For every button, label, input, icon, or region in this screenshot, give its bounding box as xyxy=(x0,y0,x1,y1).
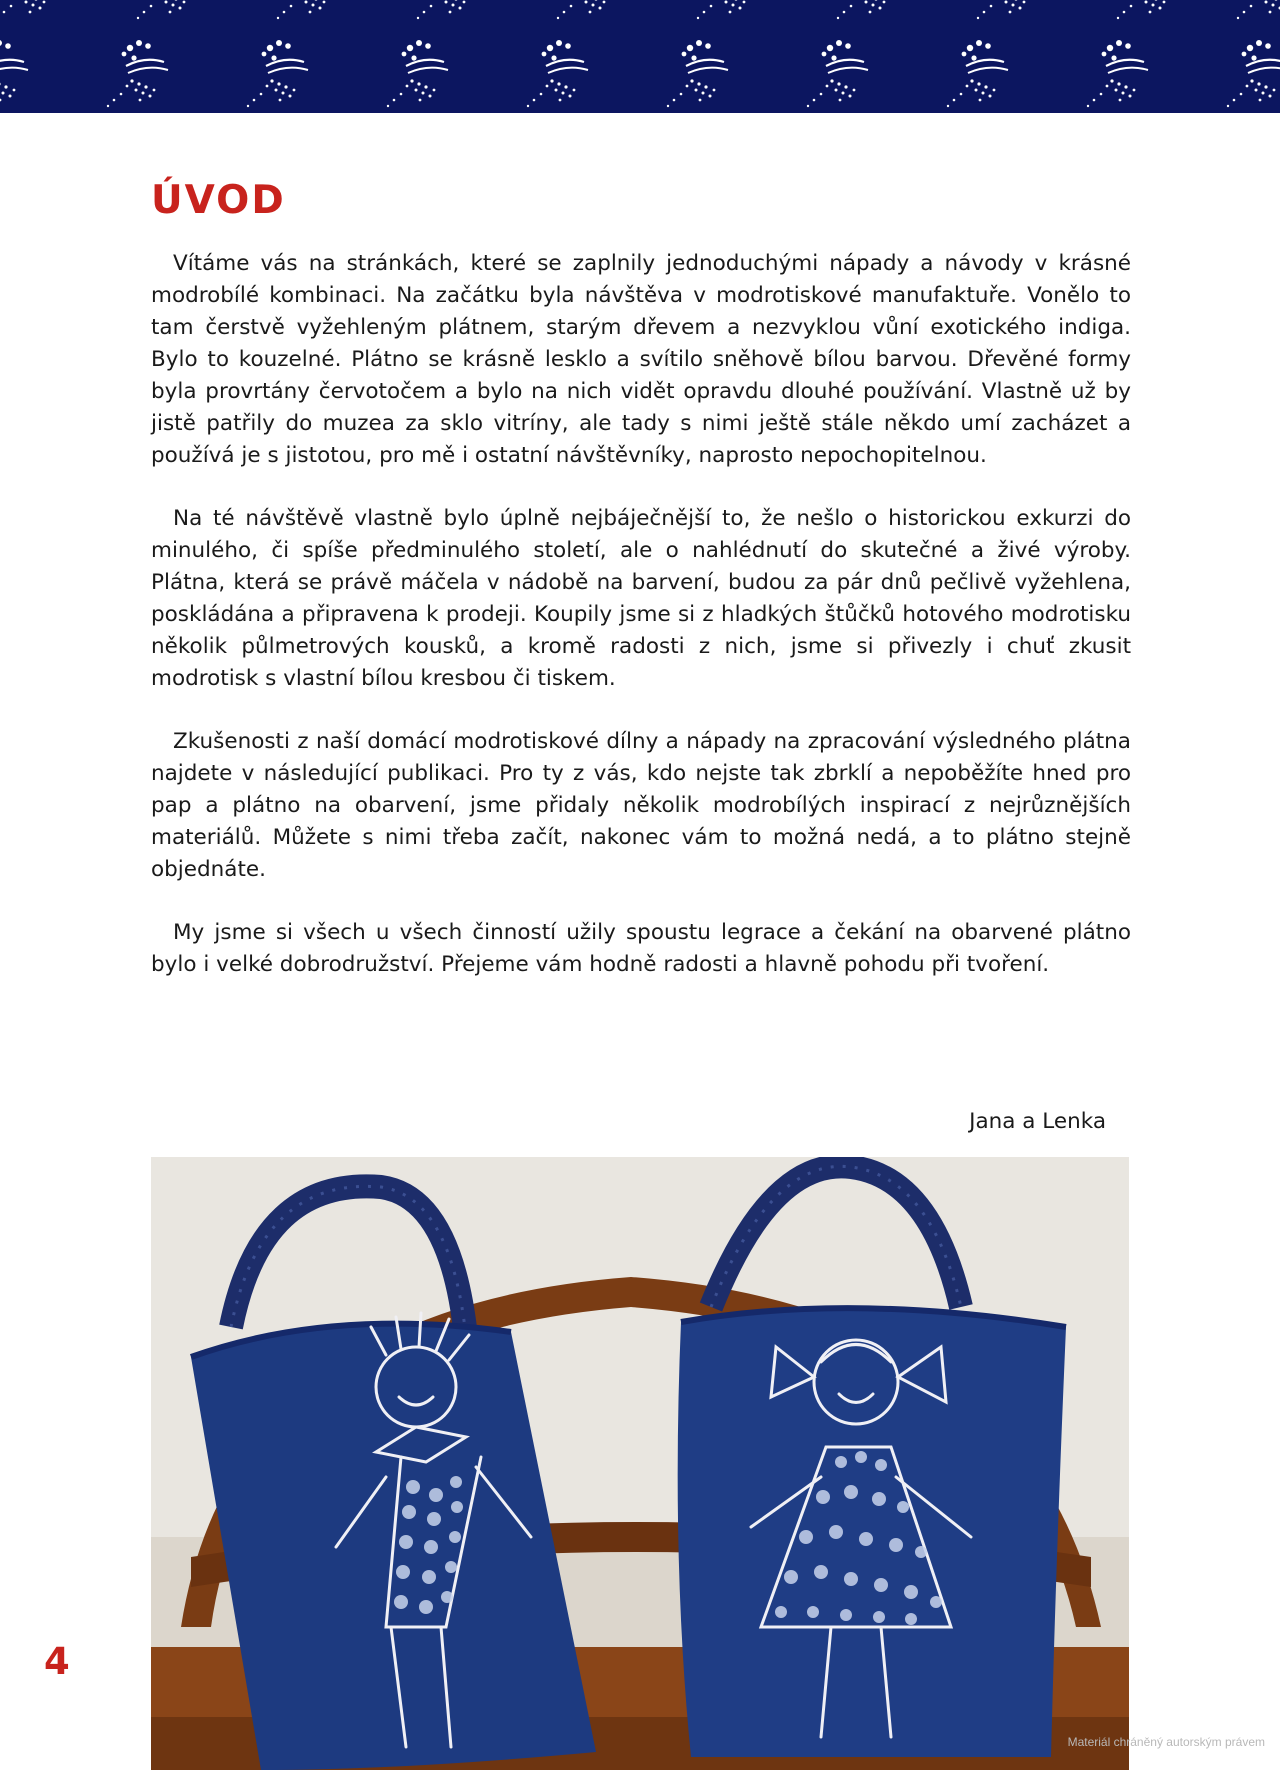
two-indigo-tote-bags-photo xyxy=(151,1157,1129,1770)
tote-bags-photo xyxy=(151,1157,1129,1770)
paragraph: Zkušenosti z naší domácí modrotiskové dílny a nápady na zpracování výsledného plátna najdete v následující publikaci. Pro ty z vás, kdo nejste tak zbrklí a nepoběžíte hned pro pap a plátno na obarvení, jsme přidaly několik modrobílých inspirací z nejrůznějších materiálů. Můžete s nimi třeba začít, nakonec vám to možná nedá, a to plátno stejně objednáte. xyxy=(151,729,1131,882)
signature: Jana a Lenka xyxy=(969,1109,1106,1134)
copyright-watermark: Materiál chráněný autorským právem xyxy=(1067,1735,1265,1749)
paragraph: My jsme si všech u všech činností užily spoustu legrace a čekání na obarvené plátno bylo i velké dobrodružství. Přejeme vám hodně radosti a hlavně pohodu při tvoření. xyxy=(151,920,1131,977)
decorative-banner xyxy=(0,0,1280,113)
page-title: ÚVOD xyxy=(151,178,286,223)
paragraph: Vítáme vás na stránkách, které se zaplnily jednoduchými nápady a návody v krásné modrobílé kombinaci. Na začátku byla návštěva v modrotiskové manufaktuře. Vonělo to tam čerstvě vyžehleným plátnem, starým dřevem a nezvyklou vůní exotického indiga. Bylo to kouzelné. Plátno se krásně lesklo a svítilo sněhově bílou barvou. Dřevěné formy byla provrtány červotočem a bylo na nich vidět opravdu dlouhé používání. Vlastně už by jistě patřily do muzea za sklo vitríny, ale tady s nimi ještě stále někdo umí zacházet a používá je s jistotou, pro mě i ostatní návštěvníky, naprosto nepochopitelnou. xyxy=(151,251,1131,468)
page-number: 4 xyxy=(44,1640,70,1683)
folk-flower-motif-icon xyxy=(0,0,1280,113)
paragraph: Na té návštěvě vlastně bylo úplně nejbáječnější to, že nešlo o historickou exkurzi do minulého, či spíše předminulého století, ale o nahlédnutí do skutečné a živé výroby. Plátna, která se právě máčela v nádobě na barvení, budou za pár dnů pečlivě vyžehlena, poskládána a připravena k prodeji. Koupily jsme si z hladkých štůčků hotového modrotisku několik půlmetrových kousků, a kromě radosti z nich, jsme si přivezly i chuť zkusit modrotisk s vlastní bílou kresbou či tiskem. xyxy=(151,506,1131,691)
intro-text xyxy=(151,248,1131,1012)
